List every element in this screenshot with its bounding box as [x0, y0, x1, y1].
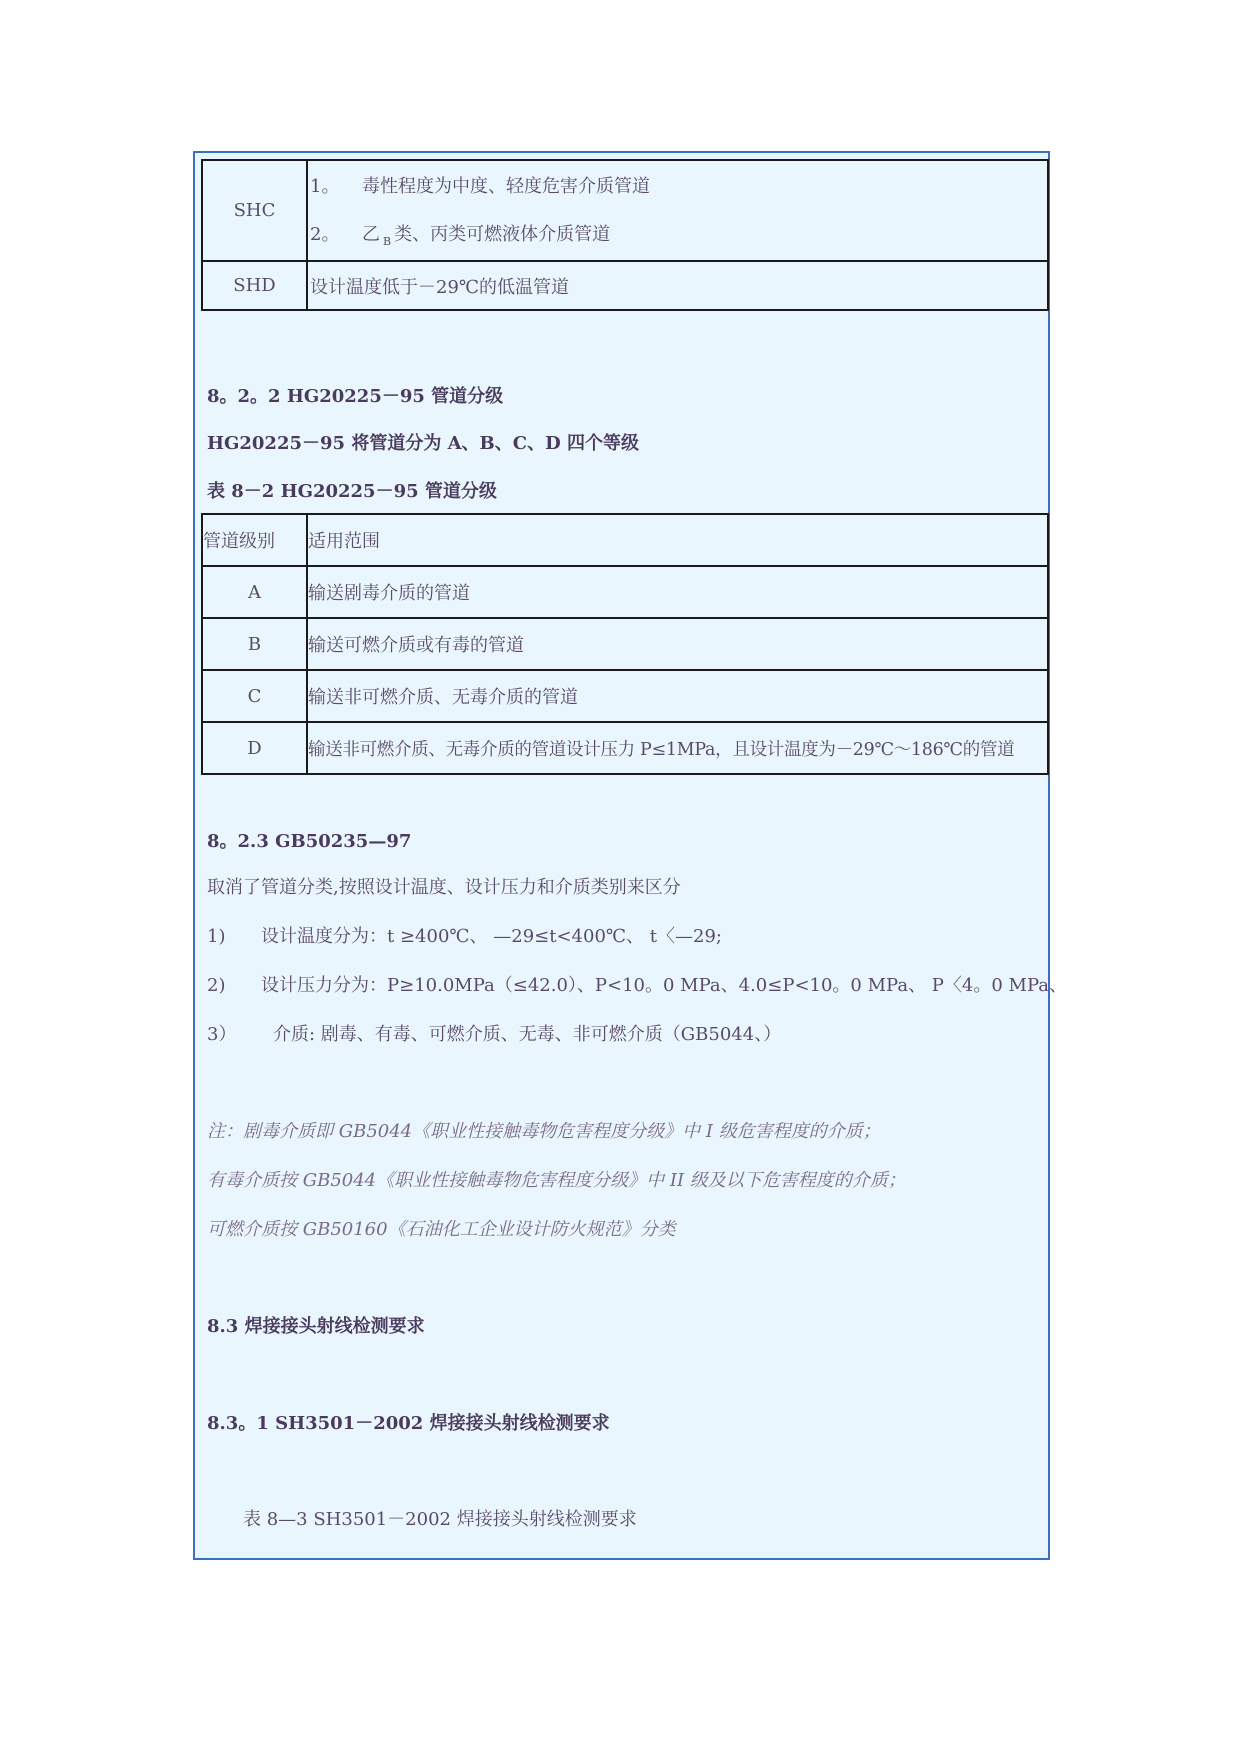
section-heading: 8.3 焊接接头射线检测要求 — [207, 1316, 425, 1337]
note: 注：剧毒介质即 GB5044《职业性接触毒物危害程度分级》中 I 级危害程度的介质； — [207, 1121, 881, 1142]
grade-scope: 输送可燃介质或有毒的管道 — [307, 618, 1048, 670]
table-pipe-grade-hg — [201, 513, 1049, 775]
list-item — [207, 922, 722, 948]
grade-code: D — [202, 722, 307, 774]
grade-scope: 输送非可燃介质、无毒介质的管道 — [307, 670, 1048, 722]
table-row — [202, 566, 1048, 618]
grade-scope: 输送非可燃介质、无毒介质的管道设计压力 P≤1MPa，且设计温度为－29℃～186℃的管道 — [307, 722, 1048, 774]
section-heading: 8。2.3 GB50235—97 — [207, 831, 412, 852]
list-item — [308, 163, 1047, 211]
table-header-row — [202, 514, 1048, 566]
item-text: 毒性程度为中度、轻度危害介质管道 — [362, 175, 650, 197]
item-number: 2) — [207, 975, 226, 996]
item-text: 设计温度分为：t ≥400℃、 —29≤t<400℃、 t〈—29; — [261, 926, 722, 947]
item-number: 1。 — [310, 175, 340, 197]
class-description — [307, 160, 1048, 261]
class-code: SHD — [202, 261, 307, 310]
list-item — [207, 1020, 781, 1046]
table-row — [202, 160, 1048, 261]
subscript: B — [383, 234, 392, 248]
table-row — [202, 722, 1048, 774]
list-item — [207, 971, 1067, 997]
header-grade: 管道级别 — [202, 514, 307, 566]
item-text: 设计压力分为：P≥10.0MPa（≤42.0）、P<10。0 MPa、4.0≤P<10。0 MPa、 P〈4。0 MPa、 — [261, 975, 1067, 996]
item-text: 乙 — [362, 223, 380, 245]
note: 可燃介质按 GB50160《石油化工企业设计防火规范》分类 — [207, 1219, 676, 1240]
section-intro: HG20225－95 将管道分为 A、B、C、D 四个等级 — [207, 433, 639, 454]
table-row — [202, 618, 1048, 670]
note: 有毒介质按 GB5044《职业性接触毒物危害程度分级》中 II 级及以下危害程度的介质； — [207, 1170, 906, 1191]
item-text: 介质: 剧毒、有毒、可燃介质、无毒、非可燃介质（GB5044、） — [273, 1024, 782, 1045]
item-text: 类、丙类可燃液体介质管道 — [394, 223, 611, 245]
item-number: 3） — [207, 1024, 237, 1045]
table-pipe-class-sh — [201, 159, 1049, 311]
header-scope: 适用范围 — [307, 514, 1048, 566]
grade-code: C — [202, 670, 307, 722]
item-number: 1) — [207, 926, 226, 947]
section-intro: 取消了管道分类,按照设计温度、设计压力和介质类别来区分 — [207, 877, 681, 898]
class-code: SHC — [202, 160, 307, 261]
content — [201, 159, 1067, 1530]
table-row — [202, 670, 1048, 722]
sub-heading: 8.3。1 SH3501－2002 焊接接头射线检测要求 — [207, 1413, 610, 1434]
grade-code: B — [202, 618, 307, 670]
table-row — [202, 261, 1048, 310]
document-frame — [193, 151, 1067, 1560]
list-item — [308, 211, 1047, 259]
table-caption: 表 8—3 SH3501－2002 焊接接头射线检测要求 — [243, 1509, 637, 1530]
table-caption: 表 8－2 HG20225－95 管道分级 — [207, 481, 497, 502]
item-number: 2。 — [310, 223, 340, 245]
class-description: 设计温度低于－29℃的低温管道 — [307, 261, 1048, 310]
grade-code: A — [202, 566, 307, 618]
grade-scope: 输送剧毒介质的管道 — [307, 566, 1048, 618]
section-heading: 8。2。2 HG20225－95 管道分级 — [207, 386, 504, 407]
